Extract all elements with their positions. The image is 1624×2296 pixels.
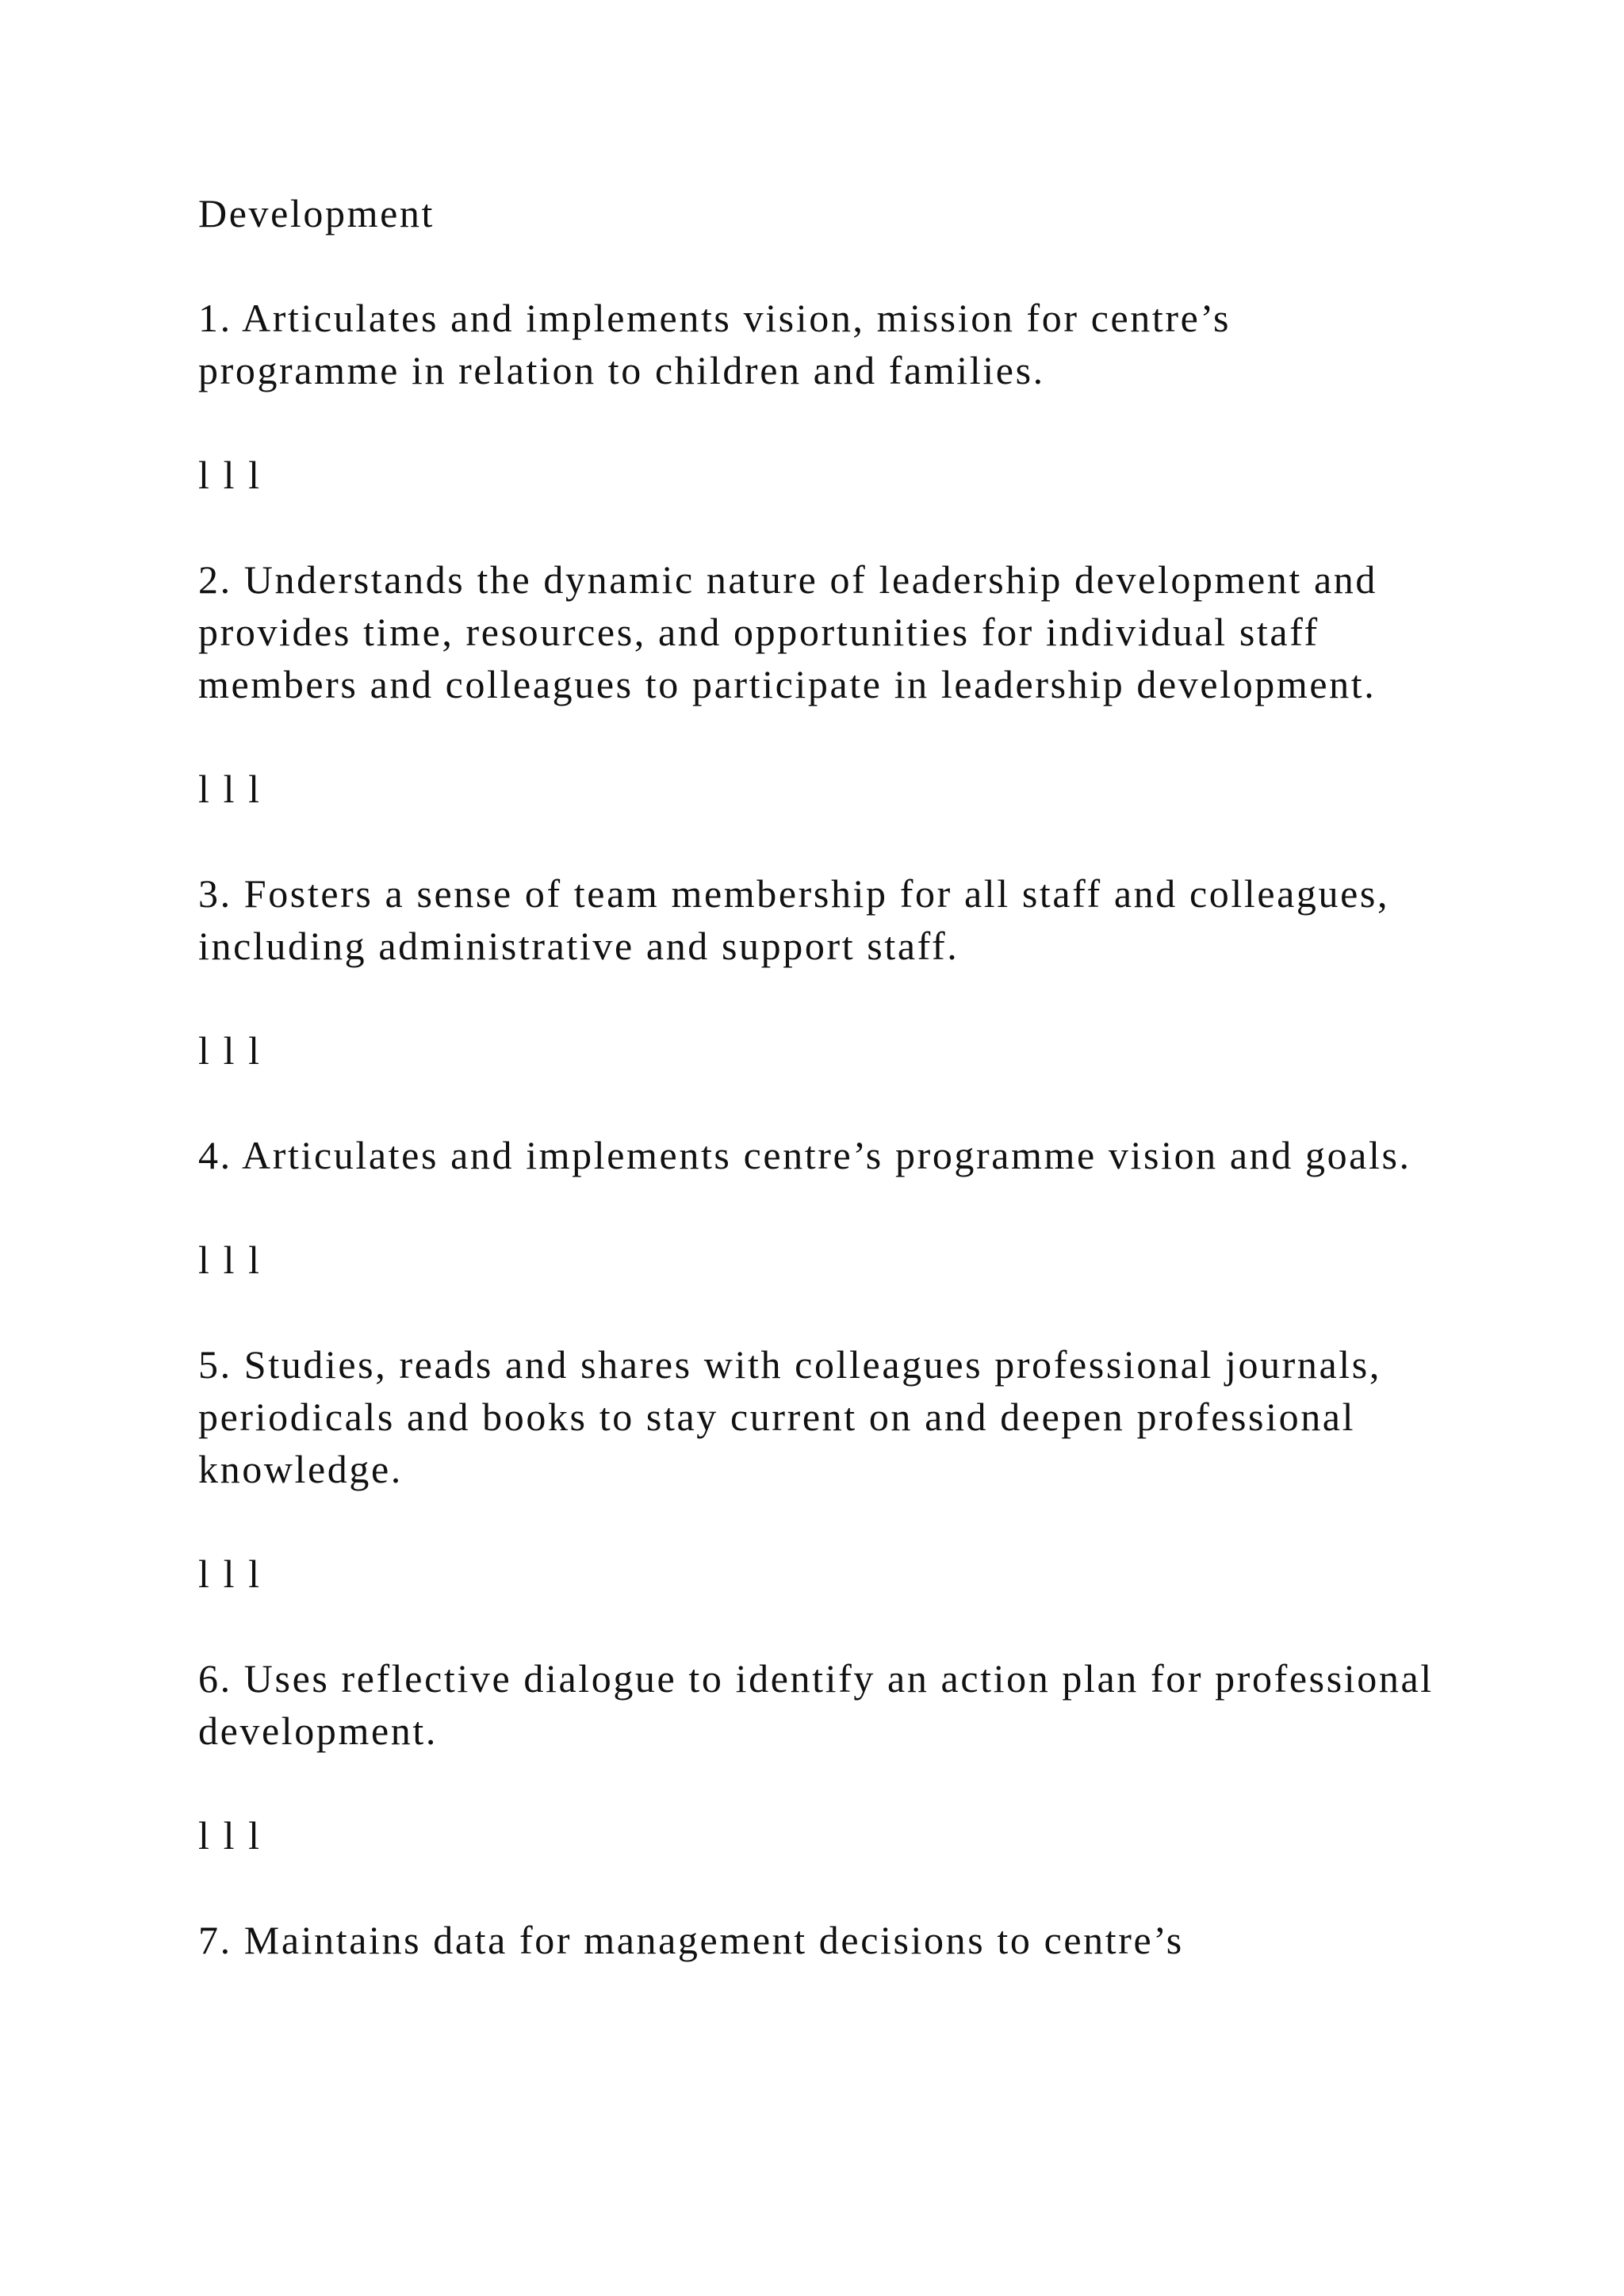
document-body: [198, 187, 1435, 2019]
item-2-rating: l l l: [198, 767, 262, 811]
list-item-7: [198, 1914, 1435, 1966]
item-6-text: 6. Uses reflective dialogue to identify an action plan for professional development.: [198, 1656, 1434, 1753]
list-item-6: [198, 1652, 1435, 1757]
list-item-3: [198, 867, 1435, 972]
item-1-rating: l l l: [198, 453, 262, 497]
item-7-text: 7. Maintains data for management decisions to centre’s: [198, 1918, 1184, 1962]
item-4-rating: l l l: [198, 1238, 262, 1282]
list-item-5: [198, 1338, 1435, 1495]
item-3-text: 3. Fosters a sense of team membership for all staff and colleagues, including administrative and support staff.: [198, 871, 1390, 968]
list-item-4: [198, 1129, 1435, 1181]
item-6-rating: l l l: [198, 1813, 262, 1858]
item-5-text: 5. Studies, reads and shares with colleagues professional journals, periodicals and books to stay current on and deepen professional knowledge.: [198, 1342, 1381, 1491]
section-heading: Development: [198, 191, 435, 235]
list-item-2: [198, 553, 1435, 710]
item-2-text: 2. Understands the dynamic nature of leadership development and provides time, resources, and opportunities for individual staff members and colleagues to participate in leadership development.: [198, 557, 1377, 706]
list-item-1: [198, 292, 1435, 396]
item-1-text: 1. Articulates and implements vision, mission for centre’s programme in relation to children and families.: [198, 296, 1231, 392]
item-5-rating: l l l: [198, 1552, 262, 1596]
item-4-text: 4. Articulates and implements centre’s programme vision and goals.: [198, 1133, 1411, 1177]
item-3-rating: l l l: [198, 1028, 262, 1073]
